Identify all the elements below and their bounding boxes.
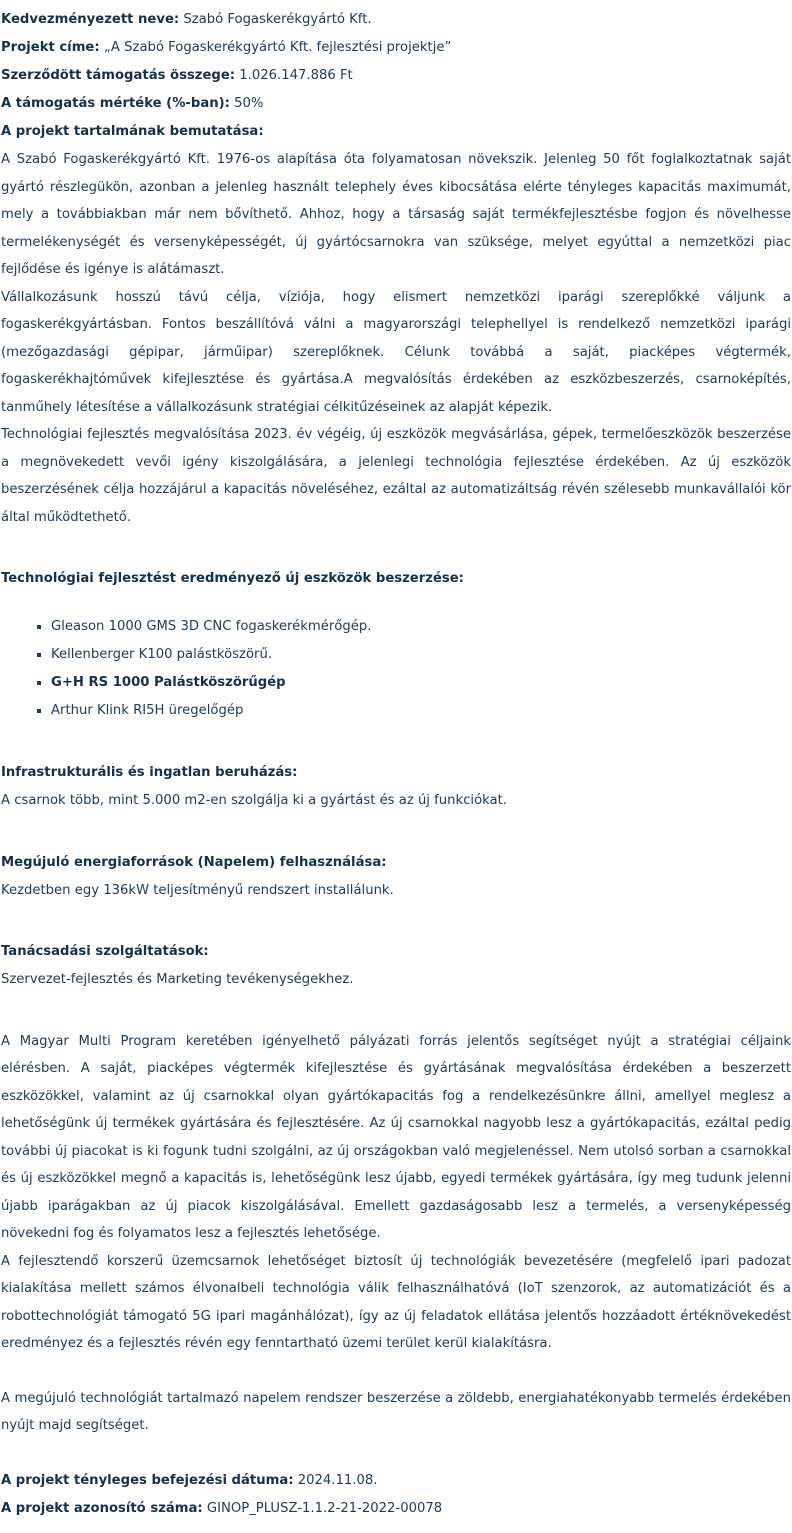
field-completion-date xyxy=(1,1467,791,1495)
field-label: A projekt azonosító száma: xyxy=(1,1500,203,1516)
list-item-label: Arthur Klink RI5H üregelőgép xyxy=(51,703,244,718)
spacer xyxy=(1,1358,791,1385)
consulting-text: Szervezet-fejlesztés és Marketing tevékenységekhez. xyxy=(1,972,354,987)
section-heading-consulting: Tanácsadási szolgáltatások: xyxy=(1,944,209,959)
list-item-label: Gleason 1000 GMS 3D CNC fogaskerékmérőgép. xyxy=(51,619,372,634)
section-heading-infrastructure: Infrastrukturális és ingatlan beruházás: xyxy=(1,765,298,780)
intro-paragraph-1: A Szabó Fogaskerékgyártó Kft. 1976-os alapítása óta folyamatosan növekszik. Jelenleg 50 főt foglalkoztatnak saját gyártó részlegükön, azonban a jelenleg használt telephely éves kibocsátása elérte tényleges kapacitás maximumát, mely a továbbiakban már nem bővíthető. Ahhoz, hogy a társaság saját termékfejlesztésbe fogjon és növelhesse termelékenységét és versenyképességét, új gyártócsarnokra van szüksége, melyet egyúttal a nemzetközi piac fejlődése és igénye is alátámaszt. xyxy=(1,152,791,277)
field-grant-rate xyxy=(1,90,791,118)
closing-paragraph-3: A megújuló technológiát tartalmazó napelem rendszer beszerzése a zöldebb, energiahatékonyabb termelés érdekében nyújt majd segítséget. xyxy=(1,1390,791,1433)
list-item xyxy=(37,641,791,669)
field-label: Szerződött támogatás összege: xyxy=(1,68,236,83)
list-item-label: Kellenberger K100 palástköszörű. xyxy=(51,647,272,662)
field-value: 2024.11.08. xyxy=(297,1472,378,1488)
field-project-id xyxy=(1,1495,791,1523)
spacer xyxy=(1,531,791,565)
field-value: 1.026.147.886 Ft xyxy=(239,68,353,83)
closing-paragraph-2: A fejlesztendő korszerű üzemcsarnok lehetőséget biztosít új technológiák bevezetésére (megfelelő ipari padozat kialakítása mellett számos élvonalbeli technológia válik felhasználhatóvá (IoT szenzorok, az automatizációt és a robottechnológiát támogató 5G ipari magánhálózat), így az új feladatok ellátása jelentős hozzáadott értéknövekedést eredményez és a fejlesztés révén egy fenntartható üzemi terület kerül kialakításra. xyxy=(1,1253,791,1351)
field-grant-amount xyxy=(1,62,791,90)
spacer xyxy=(1,904,791,938)
spacer xyxy=(1,815,791,849)
field-label: A támogatás mértéke (%-ban): xyxy=(1,96,230,111)
intro-paragraph-2: Vállalkozásunk hosszú távú célja, víziója, hogy elismert nemzetközi iparági szereplőkké váljunk a fogaskerékgyártásban. Fontos beszállítóvá válni a magyarországi telephellyel is rendelkező nemzetközi iparági (mezőgazdasági gépipar, járműipar) szereplőknek. Célunk továbbá a saját, piacképes végtermék, fogaskerékhajtóművek kifejlesztése és gyártása.A megvalósítás érdekében az eszközbeszerzés, csarnoképítés, tanműhely létesítése a vállalkozásunk stratégiai célkitűzéseinek az alapját képezik. xyxy=(1,289,791,415)
list-item xyxy=(37,613,791,641)
spacer xyxy=(1,1440,791,1467)
section-heading-renewable-energy: Megújuló energiaforrások (Napelem) felhasználása: xyxy=(1,854,387,870)
field-value: GINOP_PLUSZ-1.1.2-21-2022-00078 xyxy=(206,1500,443,1516)
field-value: 50% xyxy=(234,96,264,111)
equipment-list xyxy=(1,613,791,725)
renewable-energy-text: Kezdetben egy 136kW teljesítményű rendszert installálunk. xyxy=(1,882,394,898)
field-project-title xyxy=(1,34,791,62)
section-heading-equipment: Technológiai fejlesztést eredményező új eszközök beszerzése: xyxy=(1,571,464,586)
field-value: Szabó Fogaskerékgyártó Kft. xyxy=(183,12,372,27)
metadata-bottom-block xyxy=(1,1467,791,1523)
field-label: Kedvezményezett neve: xyxy=(1,12,180,27)
infrastructure-text: A csarnok több, mint 5.000 m2-en szolgálja ki a gyártást és az új funkciókat. xyxy=(1,793,507,808)
closing-paragraph-1: A Magyar Multi Program keretében igényelhető pályázati forrás jelentős segítséget nyújt a stratégiai céljaink elérésben. A saját, piacképes végtermék kifejlesztése és gyártásának megvalósítása érdekében a beszerzett eszközökkel, valamint az új csarnokkal olyan gyártókapacitás fog a rendelkezésünkre állni, amellyel meglesz a lehetőségünk új termékek gyártására és fejlesztésére. Az új csarnokkal nagyobb lesz a gyártókapacitás, ezáltal pedig további új piacokat is ki fogunk tudni szolgálni, az új országokban való megjelenéssel. Nem utolsó sorban a csarnokkal és új eszközökkel megnő a kapacitás is, lehetőségünk lesz újabb, egyedi termékek gyártására, így meg tudunk jelenni újabb iparágakban az új piacok kiszolgálásával. Emellett gazdaságosabb lesz a termelés, a versenyképesség növekedni fog és folyamatos lesz a fejlesztés lehetősége. xyxy=(1,1033,791,1241)
list-item-label: G+H RS 1000 Palástköszörűgép xyxy=(51,675,286,690)
field-beneficiary-name xyxy=(1,6,791,34)
list-item xyxy=(37,669,791,697)
field-value: „A Szabó Fogaskerékgyártó Kft. fejlesztési projektje” xyxy=(103,40,452,55)
spacer xyxy=(1,994,791,1028)
section-heading-project-content: A projekt tartalmának bemutatása: xyxy=(1,124,264,139)
spacer xyxy=(1,593,791,613)
field-label: Projekt címe: xyxy=(1,40,100,55)
intro-paragraph-3: Technológiai fejlesztés megvalósítása 2023. év végéig, új eszközök megvásárlása, gépek, termelőeszközök beszerzése a megnövekedett vevői igény kiszolgálására, a jelenlegi technológia fejlesztése érdekében. Az új eszközök beszerzésének célja hozzájárul a kapacitás növeléséhez, ezáltal az automatizáltság révén szélesebb munkavállalói kör által működtethető. xyxy=(1,427,791,525)
spacer xyxy=(1,725,791,759)
field-label: A projekt tényleges befejezési dátuma: xyxy=(1,1472,294,1488)
list-item xyxy=(37,697,791,725)
metadata-top-block xyxy=(1,6,791,118)
